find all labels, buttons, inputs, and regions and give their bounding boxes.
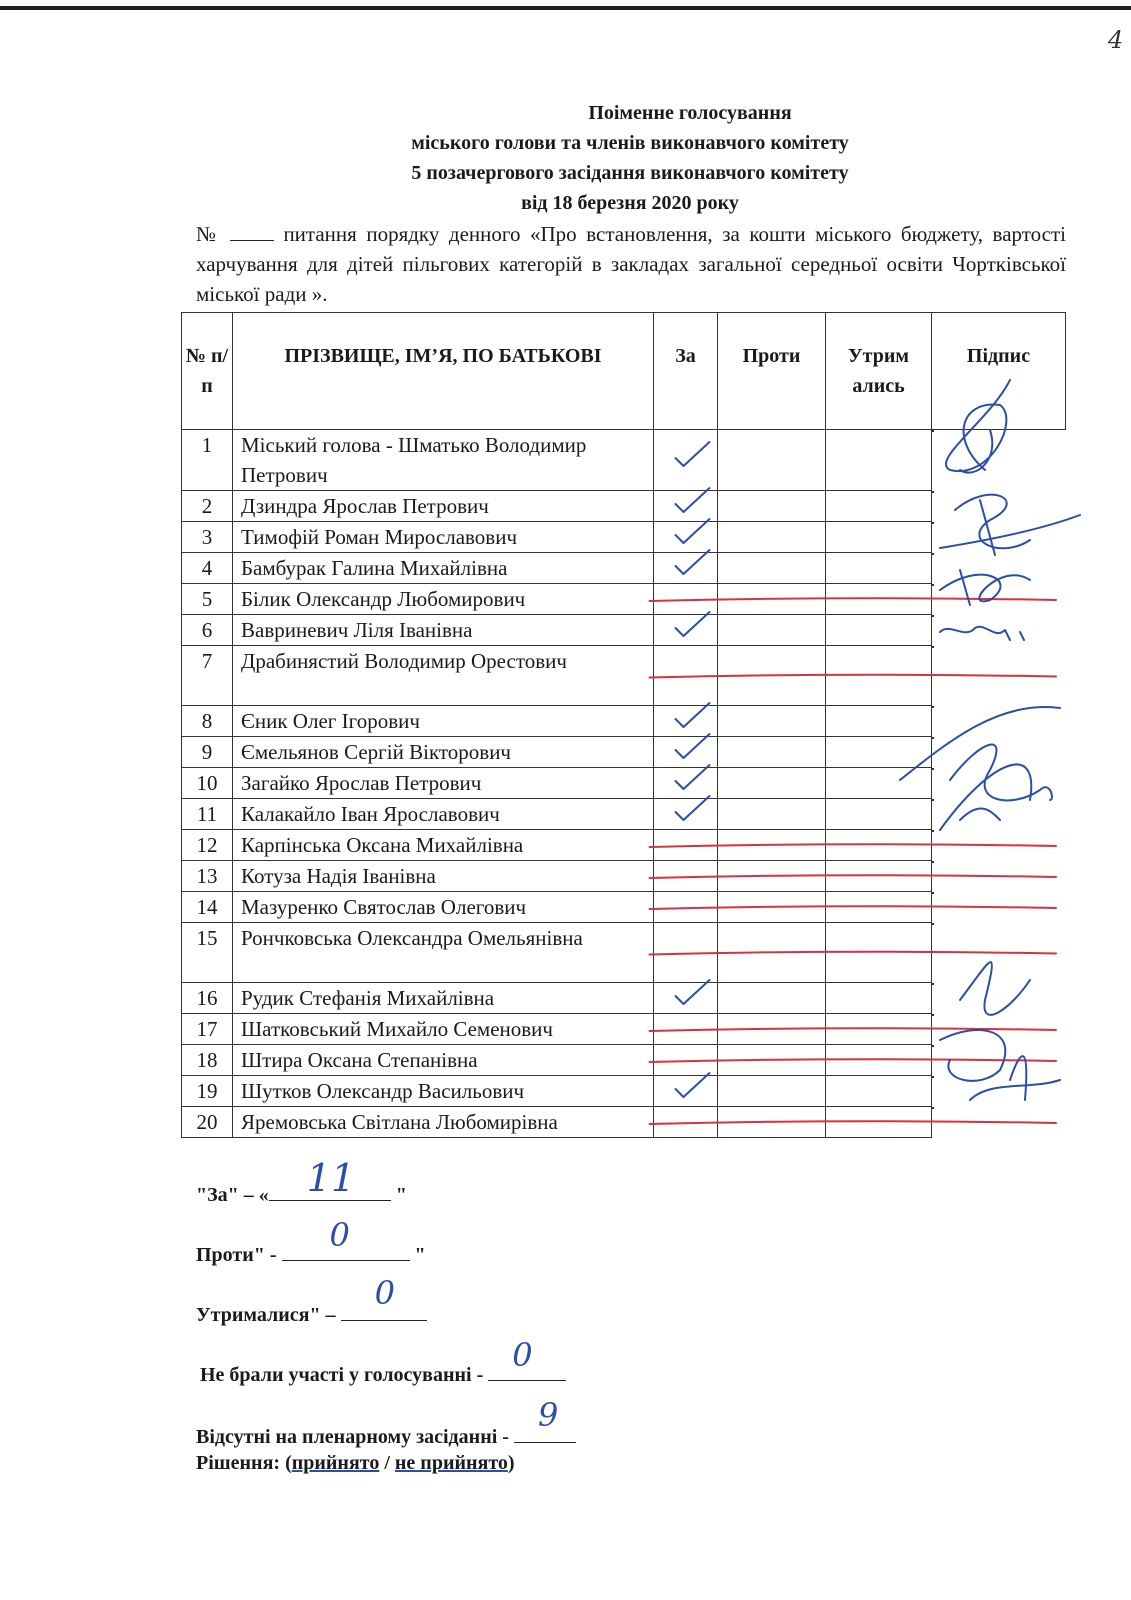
row-number: 1 (182, 430, 233, 491)
row-name: Білик Олександр Любомирович (233, 584, 654, 615)
row-za (654, 1107, 718, 1138)
total-utrymalys-blank (341, 1274, 427, 1321)
row-utrymalys (826, 615, 932, 646)
row-name: Шутков Олександр Васильович (233, 1076, 654, 1107)
row-signature (932, 1107, 934, 1109)
total-za (196, 1156, 407, 1207)
row-utrymalys (826, 584, 932, 615)
row-za (654, 983, 718, 1014)
row-signature (932, 983, 934, 985)
row-proty (718, 430, 826, 491)
row-signature (932, 830, 934, 832)
row-signature (932, 553, 934, 555)
row-name: Загайко Ярослав Петрович (233, 768, 654, 799)
decision-option-not-adopted: не прийнято (394, 1452, 508, 1474)
col-header-proty: Проти (718, 313, 826, 430)
table-row (182, 799, 1066, 830)
row-proty (718, 799, 826, 830)
row-number: 13 (182, 861, 233, 892)
row-signature (932, 768, 934, 770)
row-za (654, 1076, 718, 1107)
row-number: 19 (182, 1076, 233, 1107)
row-signature (932, 861, 934, 863)
table-row (182, 737, 1066, 768)
row-proty (718, 737, 826, 768)
row-name: Дзиндра Ярослав Петрович (233, 491, 654, 522)
row-za (654, 706, 718, 737)
table-row (182, 615, 1066, 646)
row-number: 16 (182, 983, 233, 1014)
table-row (182, 553, 1066, 584)
total-utrymalys (196, 1274, 427, 1327)
table-row (182, 1076, 1066, 1107)
row-name: Котуза Надія Іванівна (233, 861, 654, 892)
vote-table (181, 312, 1066, 1138)
document-header (190, 98, 1070, 218)
row-za (654, 923, 718, 983)
total-za-label: "За" – « (196, 1184, 269, 1206)
decision-option-adopted: прийнято (291, 1452, 380, 1474)
row-utrymalys (826, 430, 932, 491)
row-za (654, 1045, 718, 1076)
row-proty (718, 615, 826, 646)
row-name: Єник Олег Ігорович (233, 706, 654, 737)
row-za (654, 768, 718, 799)
total-vidsutni (196, 1396, 576, 1449)
row-number: 7 (182, 646, 233, 706)
table-row (182, 923, 1066, 983)
agenda-number-blank (230, 220, 274, 241)
row-utrymalys (826, 522, 932, 553)
row-utrymalys (826, 491, 932, 522)
row-name: Штира Оксана Степанівна (233, 1045, 654, 1076)
row-proty (718, 983, 826, 1014)
col-header-name: ПРІЗВИЩЕ, ІМ’Я, ПО БАТЬКОВІ (233, 313, 654, 430)
row-signature (932, 799, 934, 801)
table-row (182, 892, 1066, 923)
row-za (654, 522, 718, 553)
col-header-utrymalys: Утрим ались (826, 313, 932, 430)
row-za (654, 830, 718, 861)
agenda-number-sign: № (196, 222, 221, 246)
row-utrymalys (826, 737, 932, 768)
row-name: Ємельянов Сергій Вікторович (233, 737, 654, 768)
row-utrymalys (826, 768, 932, 799)
total-ne-brali-value: 0 (512, 1336, 533, 1374)
total-za-close: " (395, 1184, 407, 1206)
row-name: Шатковський Михайло Семенович (233, 1014, 654, 1045)
agenda-item (196, 219, 1066, 309)
row-za (654, 646, 718, 706)
row-number: 14 (182, 892, 233, 923)
row-number: 8 (182, 706, 233, 737)
total-vidsutni-value: 9 (537, 1396, 559, 1434)
row-signature (932, 430, 934, 432)
row-number: 3 (182, 522, 233, 553)
header-session: 5 позачергового засідання виконавчого комітету (411, 162, 849, 184)
row-proty (718, 892, 826, 923)
decision (196, 1452, 515, 1475)
row-proty (718, 522, 826, 553)
row-za (654, 553, 718, 584)
total-ne-brali-label: Не брали участі у голосуванні - (200, 1364, 484, 1386)
row-za (654, 892, 718, 923)
table-row (182, 1045, 1066, 1076)
col-header-signature: Підпис (932, 313, 1066, 430)
row-proty (718, 923, 826, 983)
table-row (182, 1014, 1066, 1045)
row-utrymalys (826, 706, 932, 737)
row-signature (932, 491, 934, 493)
row-proty (718, 1014, 826, 1045)
decision-label: Рішення: ( (196, 1452, 292, 1474)
row-number: 9 (182, 737, 233, 768)
total-proty-close: " (414, 1244, 426, 1266)
table-row (182, 430, 1066, 491)
row-number: 5 (182, 584, 233, 615)
row-signature (932, 1045, 934, 1047)
table-row (182, 861, 1066, 892)
scan-top-edge (0, 6, 1131, 10)
total-proty-blank (282, 1216, 410, 1261)
row-utrymalys (826, 553, 932, 584)
row-name: Драбинястий Володимир Орестович (233, 646, 654, 706)
table-row (182, 768, 1066, 799)
col-header-number: № п/ п (182, 313, 233, 430)
total-ne-brali-blank (488, 1336, 566, 1381)
row-name: Рудик Стефанія Михайлівна (233, 983, 654, 1014)
row-utrymalys (826, 1045, 932, 1076)
table-row (182, 522, 1066, 553)
row-name: Яремовська Світлана Любомирівна (233, 1107, 654, 1138)
total-za-blank (269, 1156, 391, 1201)
row-number: 12 (182, 830, 233, 861)
table-row (182, 584, 1066, 615)
col-header-za: За (654, 313, 718, 430)
total-za-value: 11 (306, 1156, 356, 1200)
decision-close: ) (507, 1452, 515, 1474)
row-number: 18 (182, 1045, 233, 1076)
row-proty (718, 861, 826, 892)
row-number: 6 (182, 615, 233, 646)
row-name: Вавриневич Ліля Іванівна (233, 615, 654, 646)
total-proty (196, 1216, 426, 1267)
total-ne-brali (200, 1336, 566, 1387)
row-utrymalys (826, 799, 932, 830)
row-utrymalys (826, 861, 932, 892)
row-number: 15 (182, 923, 233, 983)
table-row (182, 491, 1066, 522)
header-subtitle: міського голови та членів виконавчого комітету (411, 132, 849, 154)
header-title: Поіменне голосування (588, 102, 792, 124)
row-za (654, 737, 718, 768)
row-za (654, 491, 718, 522)
row-za (654, 861, 718, 892)
row-number: 4 (182, 553, 233, 584)
total-utrymalys-value: 0 (374, 1274, 395, 1312)
row-number: 20 (182, 1107, 233, 1138)
row-za (654, 584, 718, 615)
row-proty (718, 706, 826, 737)
row-signature (932, 646, 934, 648)
row-proty (718, 584, 826, 615)
row-signature (932, 892, 934, 894)
row-proty (718, 830, 826, 861)
row-signature (932, 737, 934, 739)
row-utrymalys (826, 646, 932, 706)
row-utrymalys (826, 892, 932, 923)
row-utrymalys (826, 1076, 932, 1107)
row-name: Мазуренко Святослав Олегович (233, 892, 654, 923)
total-vidsutni-label: Відсутні на пленарному засіданні - (196, 1426, 509, 1448)
agenda-text: питання порядку денного «Про встановлення, за кошти міського бюджету, вартості харчування для дітей пільгових категорій в закладах загальної середньої освіти Чортківської міської ради ». (196, 222, 1066, 306)
row-name: Калакайло Іван Ярославович (233, 799, 654, 830)
row-name: Карпінська Оксана Михайлівна (233, 830, 654, 861)
decision-separator: / (379, 1452, 395, 1474)
row-utrymalys (826, 830, 932, 861)
row-name: Тимофій Роман Мирославович (233, 522, 654, 553)
table-row (182, 983, 1066, 1014)
row-utrymalys (826, 983, 932, 1014)
table-row (182, 830, 1066, 861)
row-proty (718, 491, 826, 522)
row-number: 2 (182, 491, 233, 522)
row-za (654, 1014, 718, 1045)
row-za (654, 430, 718, 491)
row-proty (718, 768, 826, 799)
row-name: Міський голова - Шматько Володимир Петрович (233, 430, 654, 491)
row-signature (932, 1014, 934, 1016)
total-proty-value: 0 (329, 1216, 350, 1254)
row-signature (932, 1076, 934, 1078)
row-proty (718, 1076, 826, 1107)
row-signature (932, 706, 934, 708)
row-signature (932, 522, 934, 524)
row-number: 10 (182, 768, 233, 799)
row-utrymalys (826, 923, 932, 983)
row-signature (932, 584, 934, 586)
total-vidsutni-blank (514, 1396, 576, 1443)
row-proty (718, 1045, 826, 1076)
row-proty (718, 1107, 826, 1138)
table-row (182, 646, 1066, 706)
row-proty (718, 646, 826, 706)
total-utrymalys-label: Утрималися" – (196, 1304, 336, 1326)
row-proty (718, 553, 826, 584)
row-name: Бамбурак Галина Михайлівна (233, 553, 654, 584)
total-proty-label: Проти" - (196, 1244, 277, 1266)
row-name: Рончковська Олександра Омельянівна (233, 923, 654, 983)
row-za (654, 615, 718, 646)
row-signature (932, 923, 934, 925)
table-header-row (182, 313, 1066, 430)
row-utrymalys (826, 1014, 932, 1045)
row-signature (932, 615, 934, 617)
header-date: від 18 березня 2020 року (521, 192, 739, 214)
table-row (182, 1107, 1066, 1138)
row-za (654, 799, 718, 830)
row-number: 17 (182, 1014, 233, 1045)
row-number: 11 (182, 799, 233, 830)
table-row (182, 706, 1066, 737)
row-utrymalys (826, 1107, 932, 1138)
page-number: 4 (1108, 26, 1124, 54)
